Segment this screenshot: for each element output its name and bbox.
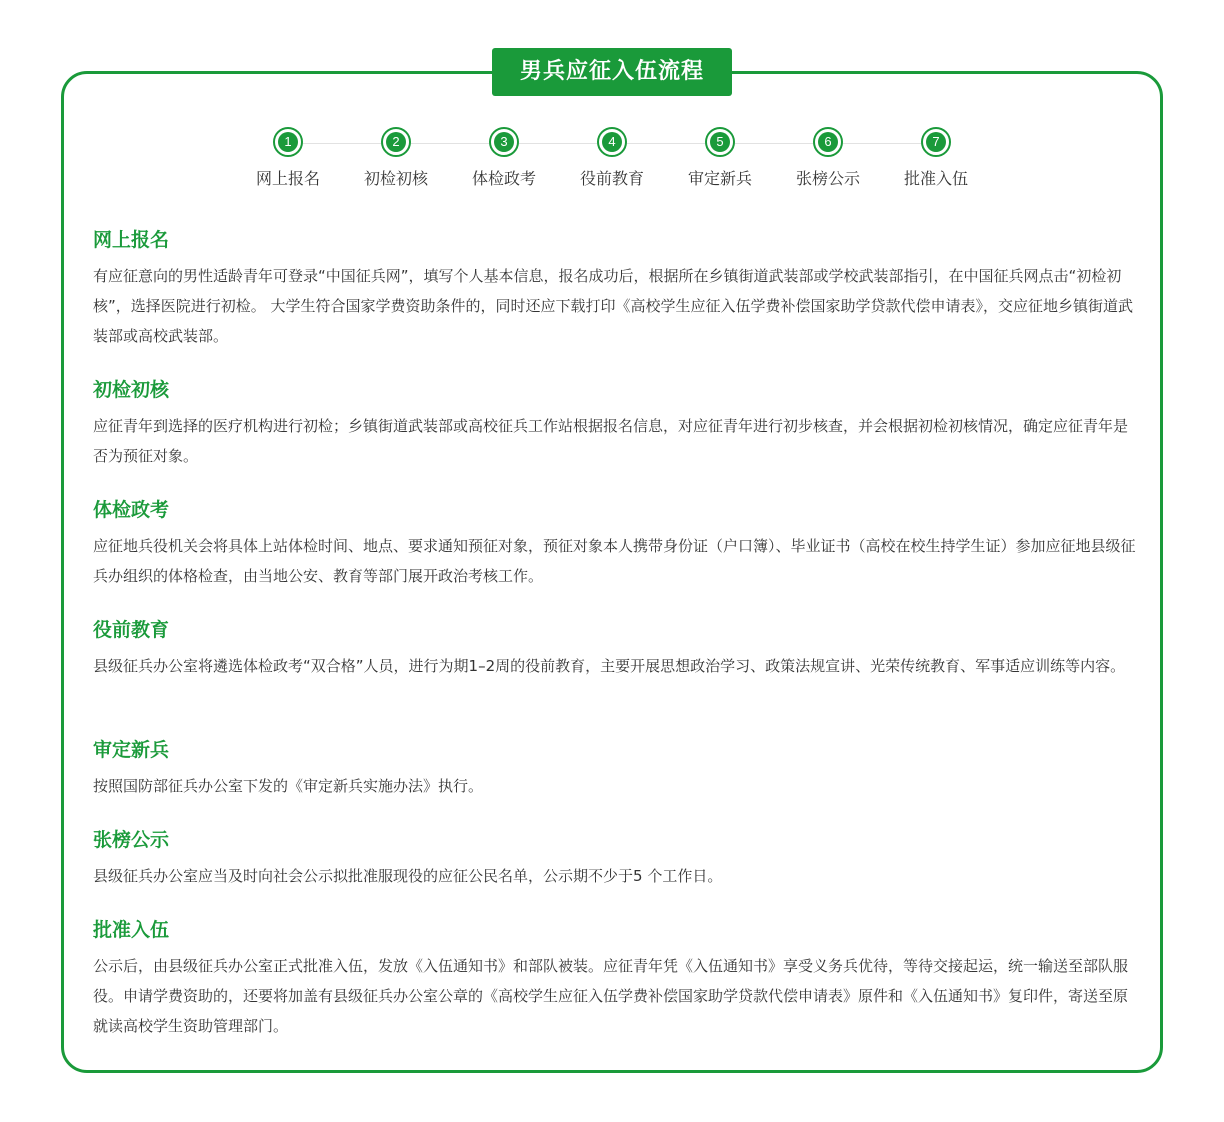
step-label: 初检初核 — [363, 169, 428, 188]
step-number-badge — [489, 127, 519, 157]
section-body: 有应征意向的男性适龄青年可登录“中国征兵网”，填写个人基本信息，报名成功后，根据所在乡镇街道武装部或学校武装部指引，在中国征兵网点击“初检初核”，选择医院进行初检。 大学生符合国家学费资助条件的，同时还应下载打印《高校学生应征入伍学费补偿国家助学贷款代偿申请表》，交应征地乡镇街道武装部或高校武装部。 — [93, 267, 1134, 345]
step-label: 网上报名 — [255, 169, 320, 188]
section-recruit-approval-review — [93, 736, 483, 801]
step-number-badge — [813, 127, 843, 157]
section-body: 公示后，由县级征兵办公室正式批准入伍，发放《入伍通知书》和部队被装。应征青年凭《入伍通知书》享受义务兵优待，等待交接起运，统一输送至部队服役。申请学费资助的，还要将加盖有县级征兵办公室公章的《高校学生应征入伍学费补偿国家助学贷款代偿申请表》原件和《入伍通知书》复印件，寄送至原就读高校学生资助管理部门。 — [93, 957, 1129, 1035]
step-number: 7 — [926, 132, 946, 152]
step-number: 5 — [710, 132, 730, 152]
section-heading: 审定新兵 — [93, 739, 170, 761]
step-number: 4 — [602, 132, 622, 152]
section-heading: 初检初核 — [93, 379, 170, 401]
step-number: 1 — [278, 132, 298, 152]
step-number-badge — [597, 127, 627, 157]
step-number-badge — [705, 127, 735, 157]
section-heading: 批准入伍 — [93, 919, 170, 941]
step-1 — [238, 125, 338, 189]
step-label: 张榜公示 — [795, 169, 860, 188]
step-2 — [346, 125, 446, 189]
section-heading: 网上报名 — [93, 229, 170, 251]
page-title: 男兵应征入伍流程 — [492, 48, 732, 96]
step-number: 3 — [494, 132, 514, 152]
step-number-badge — [273, 127, 303, 157]
step-4 — [562, 125, 662, 189]
step-label: 役前教育 — [579, 169, 644, 188]
section-body: 应征青年到选择的医疗机构进行初检；乡镇街道武装部或高校征兵工作站根据报名信息，对应征青年进行初步核查，并会根据初检初核情况，确定应征青年是否为预征对象。 — [93, 417, 1129, 465]
section-body: 县级征兵办公室将遴选体检政考“双合格”人员，进行为期1–2周的役前教育，主要开展思想政治学习、政策法规宣讲、光荣传统教育、军事适应训练等内容。 — [93, 657, 1126, 675]
section-body: 应征地兵役机关会将具体上站体检时间、地点、要求通知预征对象，预征对象本人携带身份证（户口簿）、毕业证书（高校在校生持学生证）参加应征地县级征兵办组织的体格检查，由当地公安、教育等部门展开政治考核工作。 — [93, 537, 1136, 585]
section-enlistment-approval — [93, 916, 1138, 1041]
section-body: 县级征兵办公室应当及时向社会公示拟批准服现役的应征公民名单，公示期不少于5 个工作日。 — [93, 867, 723, 885]
section-medical-political-check — [93, 496, 1138, 591]
step-3 — [454, 125, 554, 189]
step-label: 审定新兵 — [687, 169, 752, 188]
step-label: 批准入伍 — [903, 169, 968, 188]
process-steps — [0, 0, 1224, 200]
step-6 — [778, 125, 878, 189]
section-body: 按照国防部征兵办公室下发的《审定新兵实施办法》执行。 — [93, 777, 484, 795]
step-number: 2 — [386, 132, 406, 152]
section-online-registration — [93, 226, 1138, 351]
section-heading: 体检政考 — [93, 499, 170, 521]
section-public-notice — [93, 826, 722, 891]
step-number-badge — [381, 127, 411, 157]
step-label: 体检政考 — [471, 169, 536, 188]
section-heading: 张榜公示 — [93, 829, 170, 851]
section-initial-check — [93, 376, 1138, 471]
step-7 — [886, 125, 986, 189]
step-number-badge — [921, 127, 951, 157]
step-5 — [670, 125, 770, 189]
section-pre-service-education — [93, 616, 1125, 681]
step-number: 6 — [818, 132, 838, 152]
section-heading: 役前教育 — [93, 619, 170, 641]
